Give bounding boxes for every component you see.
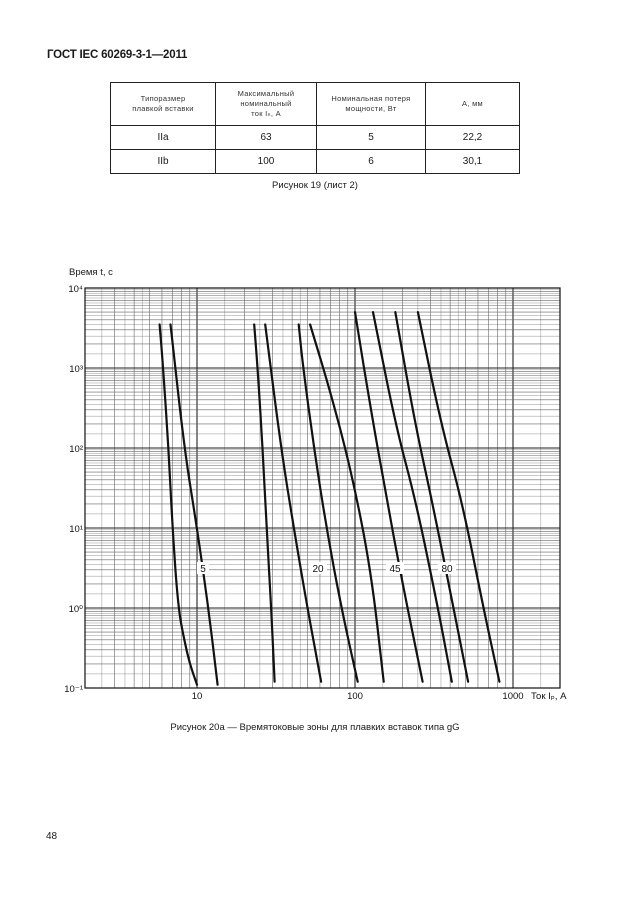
zone-label: 45 [389, 564, 401, 575]
zone-label: 20 [312, 564, 324, 575]
figure20a-caption: Рисунок 20а — Времятоковые зоны для плавких вставок типа gG [170, 722, 460, 733]
table-cell: IIb [111, 150, 216, 174]
table-cell: 22,2 [426, 126, 520, 150]
y-axis-label: Время t, с [69, 267, 113, 278]
col-header-a-text: A, мм [462, 99, 483, 108]
document-id: ГОСТ IEC 60269-3-1—2011 [47, 49, 188, 61]
y-tick-label: 10¹ [69, 524, 83, 535]
zone-label: 80 [441, 564, 453, 575]
figure19-caption: Рисунок 19 (лист 2) [272, 180, 358, 191]
col-header-power-loss-text: Номинальная потеря мощности, Вт [331, 94, 411, 113]
y-tick-label: 10⁴ [68, 284, 83, 295]
col-header-size-text: Типоразмер плавкой вставки [132, 94, 194, 113]
table-cell: 6 [317, 150, 426, 174]
x-tick-label: 1000 [502, 691, 524, 702]
fuse-curve [171, 325, 218, 685]
table-cell: 100 [216, 150, 317, 174]
x-tick-label: 10 [191, 691, 203, 702]
table-cell: 5 [317, 126, 426, 150]
y-tick-label: 10³ [69, 364, 83, 375]
col-header-current-text: Максимальный номинальный ток Iₙ, А [237, 89, 295, 118]
y-tick-label: 10² [69, 444, 83, 455]
x-tick-label: 100 [347, 691, 363, 702]
table-cell: 30,1 [426, 150, 520, 174]
table-cell: 63 [216, 126, 317, 150]
fuse-curve [160, 325, 197, 685]
y-tick-label: 10⁰ [68, 604, 83, 615]
y-tick-label: 10⁻¹ [64, 684, 83, 695]
x-axis-label: Ток Iₚ, А [531, 691, 567, 702]
page-number: 48 [46, 831, 58, 842]
table-cell: IIa [111, 126, 216, 150]
zone-label: 5 [200, 564, 206, 575]
